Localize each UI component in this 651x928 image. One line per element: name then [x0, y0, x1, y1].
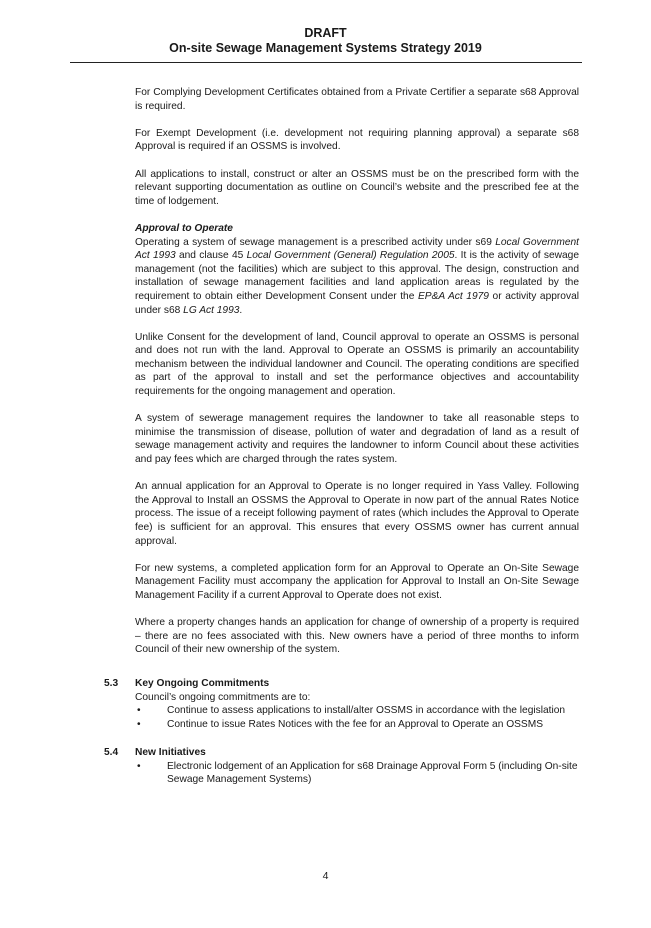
- paragraph-annual-application: An annual application for an Approval to Operate is no longer required in Yass Valley. Following the Approval to Install an OSSMS the Approval to Operate in now part of the annual Rates Notice process. The issue of a receipt following payment of rates (which includes the Approval to Operate fee) is sufficient for an approval. This ensures that every OSSMS owner has current annual approval.: [135, 481, 579, 547]
- paragraph-new-systems: For new systems, a completed application form for an Approval to Operate an On-Site Sewage Management Facility must accompany the application for Approval to Install an On-Site Sewage Management Facility if a current Approval to Operate does not exist.: [135, 562, 579, 601]
- paragraph-ownership-change: Where a property changes hands an application for change of ownership of a property is required – there are no fees associated with this. New owners have a period of three months to inform Council of their new ownership of the system.: [135, 617, 579, 656]
- section-title: Key Ongoing Commitments: [135, 678, 270, 689]
- header-divider: [70, 62, 582, 63]
- paragraph-operating-system: [135, 236, 579, 318]
- section-number: 5.3: [104, 678, 119, 689]
- act-reference: LG Act 1993: [183, 304, 240, 316]
- page-header: [70, 26, 581, 56]
- list-item: [135, 718, 584, 732]
- page-number: 4: [322, 870, 329, 882]
- text-run: .: [239, 304, 243, 316]
- list-item-text: Continue to assess applications to install/alter OSSMS in accordance with the legislation: [167, 705, 566, 717]
- act-reference: EP&A Act 1979: [417, 290, 489, 302]
- regulation-reference: Local Government (General) Regulation 2005: [246, 250, 455, 262]
- bullet-icon: •: [137, 760, 141, 772]
- paragraph-exempt-development: For Exempt Development (i.e. development not requiring planning approval) a separate s68 Approval is required if an OSSMS is involved.: [135, 127, 579, 153]
- paragraph-consent: Unlike Consent for the development of land, Council approval to operate an OSSMS is personal and does not run with the land. Approval to Operate an OSSMS is primarily an accountability mechanism between the individual landowner and Council. The operating conditions are specified as part of the approval to install and set the performance objectives and accountability requirements for the ongoing management and operation.: [135, 331, 579, 398]
- approval-to-operate-heading: Approval to Operate: [135, 222, 233, 234]
- section-number: 5.4: [104, 747, 119, 758]
- paragraph-applications: All applications to install, construct or alter an OSSMS must be on the prescribed form with the relevant supporting documentation as outline on Council’s website and the prescribed fee at the time of lodgement.: [135, 168, 579, 207]
- paragraph-landowner-duties: A system of sewerage management requires the landowner to take all reasonable steps to minimise the transmission of disease, pollution of water and degradation of land as a result of sewage management activity and requires the landowner to inform Council about these activities and pay fees which are charged through the rates system.: [135, 413, 579, 466]
- paragraph-complying-development: For Complying Development Certificates obtained from a Private Certifier a separate s68 Approval is required.: [135, 87, 579, 112]
- section-intro: Council’s ongoing commitments are to:: [135, 691, 311, 703]
- section-5-3: [104, 677, 584, 731]
- section-title: New Initiatives: [135, 747, 206, 758]
- list-item-text: Continue to issue Rates Notices with the fee for an Approval to Operate an OSSMS: [167, 718, 544, 730]
- list-item-text: Electronic lodgement of an Application for s68 Drainage Approval Form 5 (including On-site Sewage Management Systems): [167, 760, 578, 786]
- list-item: [135, 704, 584, 718]
- section-5-4: [104, 746, 584, 787]
- text-run: . It is the activity of sewage management (not the facilities) which are subject to this approval. The design, construction and installation of sewage management facilities and land application areas is regulated by the requirement to obtain either Development Consent under the: [135, 250, 579, 302]
- bullet-icon: •: [137, 718, 141, 730]
- bullet-icon: •: [137, 705, 141, 717]
- document-title: On-site Sewage Management Systems Strategy 2019: [169, 41, 482, 55]
- document-body: [135, 86, 579, 671]
- text-run: Operating a system of sewage management is a prescribed activity under s69: [135, 236, 496, 248]
- text-run: or activity approval under s68: [135, 290, 579, 316]
- text-run: and clause 45: [175, 250, 247, 262]
- list-item: [135, 760, 584, 787]
- act-reference: Local Government Act 1993: [135, 236, 579, 262]
- draft-label: DRAFT: [304, 26, 347, 40]
